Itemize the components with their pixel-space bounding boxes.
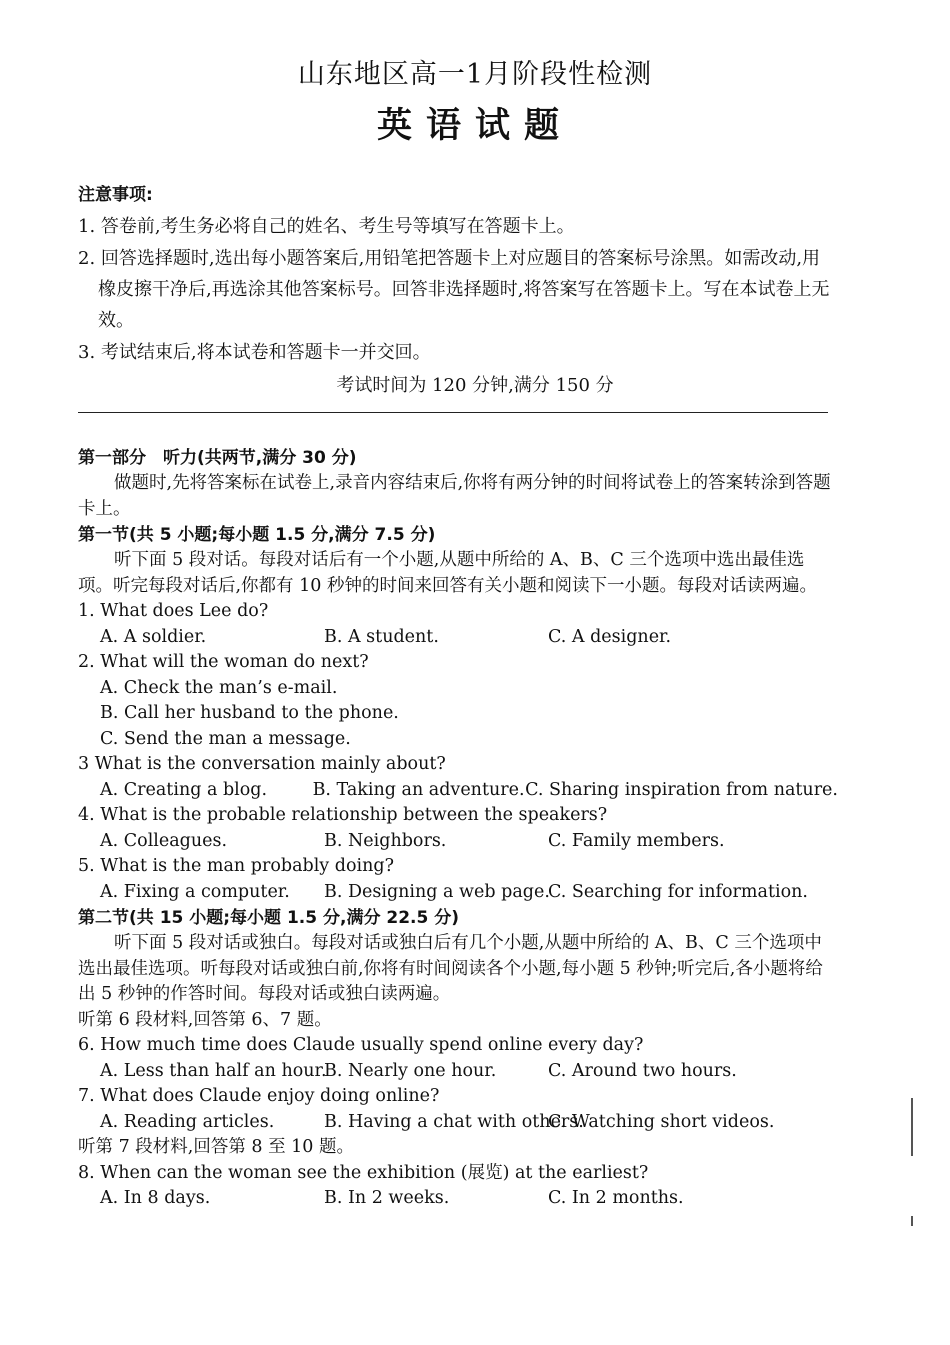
section2-title: 第二节(共 15 小题;每小题 1.5 分,满分 22.5 分) bbox=[78, 908, 460, 928]
option-a: A. Fixing a computer. bbox=[100, 881, 290, 902]
option-a: A. Less than half an hour. bbox=[100, 1060, 327, 1081]
notice-block bbox=[78, 180, 838, 368]
option-a: A. Check the man’s e-mail. bbox=[100, 677, 338, 698]
option-a: A. In 8 days. bbox=[100, 1188, 211, 1208]
scan-mark bbox=[911, 1216, 913, 1226]
options-6 bbox=[78, 1059, 838, 1085]
option-b: B. Having a chat with others. bbox=[324, 1111, 584, 1132]
option-c: C. Watching short videos. bbox=[548, 1111, 775, 1132]
option-c: C. Sharing inspiration from nature. bbox=[525, 779, 838, 800]
option-b: B. In 2 weeks. bbox=[324, 1188, 450, 1208]
option-c: C. A designer. bbox=[548, 626, 672, 647]
exam-subject: 英语试题 bbox=[376, 105, 573, 146]
option-b: B. Neighbors. bbox=[324, 830, 447, 851]
exam-time: 考试时间为 120 分钟,满分 150 分 bbox=[336, 375, 614, 396]
question-7: 7. What does Claude enjoy doing online? bbox=[78, 1086, 440, 1106]
option-c: C. Send the man a message. bbox=[100, 728, 351, 749]
section1-title: 第一节(共 5 小题;每小题 1.5 分,满分 7.5 分) bbox=[78, 525, 436, 545]
material-6-instruction: 听第 6 段材料,回答第 6、7 题。 bbox=[78, 1009, 332, 1030]
divider bbox=[78, 412, 828, 413]
option-b: B. Call her husband to the phone. bbox=[100, 703, 399, 723]
option-c: C. Searching for information. bbox=[548, 881, 808, 902]
option-b: B. Nearly one hour. bbox=[324, 1060, 497, 1081]
option-c: C. Family members. bbox=[548, 830, 725, 851]
exam-title: 山东地区高一1月阶段性检测 bbox=[297, 59, 653, 90]
options-5 bbox=[78, 880, 838, 906]
option-a: A. Creating a blog. bbox=[100, 779, 268, 800]
question-4: 4. What is the probable relationship between the speakers? bbox=[78, 805, 608, 825]
option-a: A. Colleagues. bbox=[100, 830, 228, 851]
option-b: B. Taking an adventure. bbox=[312, 779, 525, 800]
option-a: A. A soldier. bbox=[100, 626, 207, 647]
notice-item-1: 1. 答卷前,考生务必将自己的姓名、考生号等填写在答题卡上。 bbox=[78, 216, 575, 237]
section2-intro: 听下面 5 段对话或独白。每段对话或独白后有几个小题,从题中所给的 A、B、C 三个选项中选出最佳选项。听每段对话或独白前,你将有时间阅读各个小题,每小题 5 秒钟;听完后,各小题将给出 5 秒钟的作答时间。每段对话或独白读两遍。 bbox=[78, 933, 823, 1004]
option-c: C. In 2 months. bbox=[548, 1188, 684, 1208]
options-4 bbox=[78, 829, 838, 855]
notice-item-2: 2. 回答选择题时,选出每小题答案后,用铅笔把答题卡上对应题目的答案标号涂黑。如需改动,用橡皮擦干净后,再选涂其他答案标号。回答非选择题时,将答案写在答题卡上。写在本试卷上无效。 bbox=[78, 248, 830, 331]
question-3: 3 What is the conversation mainly about? bbox=[78, 754, 446, 774]
options-1 bbox=[78, 625, 838, 651]
option-b: B. Designing a web page. bbox=[324, 881, 550, 902]
notice-item-3: 3. 考试结束后,将本试卷和答题卡一并交回。 bbox=[78, 342, 431, 363]
part1-title: 第一部分 听力(共两节,满分 30 分) bbox=[78, 448, 357, 468]
material-7-instruction: 听第 7 段材料,回答第 8 至 10 题。 bbox=[78, 1137, 354, 1157]
question-5: 5. What is the man probably doing? bbox=[78, 856, 394, 876]
option-b: B. A student. bbox=[324, 626, 439, 647]
part1-intro: 做题时,先将答案标在试卷上,录音内容结束后,你将有两分钟的时间将试卷上的答案转涂到答题卡上。 bbox=[78, 473, 831, 519]
option-a: A. Reading articles. bbox=[100, 1111, 275, 1132]
listening-section bbox=[78, 445, 838, 1212]
notice-heading: 注意事项: bbox=[78, 185, 153, 205]
section1-intro: 听下面 5 段对话。每段对话后有一个小题,从题中所给的 A、B、C 三个选项中选出最佳选项。听完每段对话后,你都有 10 秒钟的时间来回答有关小题和阅读下一小题。每段对话读两遍。 bbox=[78, 550, 817, 596]
question-6: 6. How much time does Claude usually spend online every day? bbox=[78, 1035, 644, 1055]
options-8 bbox=[78, 1186, 838, 1212]
options-3 bbox=[78, 778, 838, 804]
options-7 bbox=[78, 1110, 838, 1136]
question-8: 8. When can the woman see the exhibition (展览) at the earliest? bbox=[78, 1162, 649, 1183]
question-2: 2. What will the woman do next? bbox=[78, 652, 369, 672]
question-1: 1. What does Lee do? bbox=[78, 601, 269, 621]
option-c: C. Around two hours. bbox=[548, 1060, 737, 1081]
scan-mark bbox=[911, 1098, 913, 1156]
